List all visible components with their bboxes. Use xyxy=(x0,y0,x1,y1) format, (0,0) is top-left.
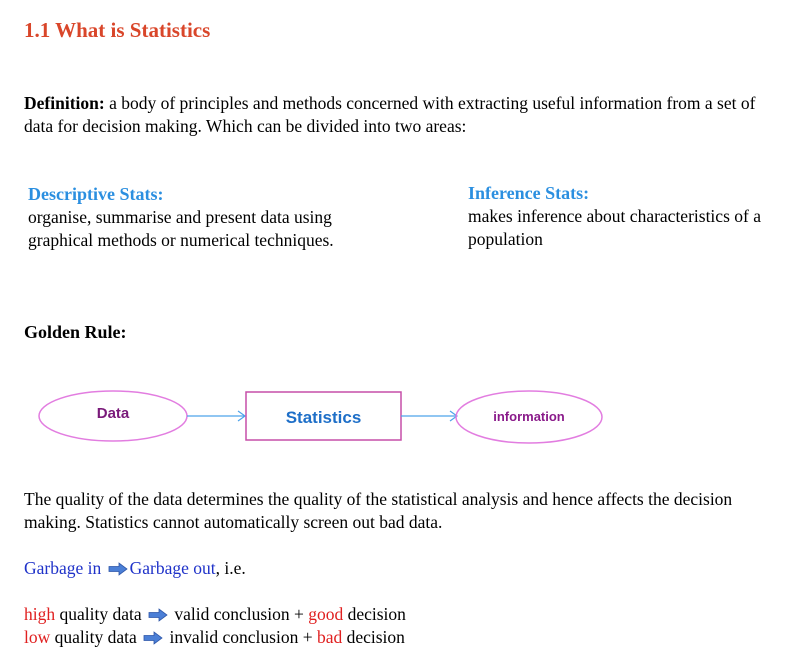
rule-high-tail: decision xyxy=(343,604,406,624)
right-arrow-icon xyxy=(148,608,168,622)
definition-text: a body of principles and methods concerned with extracting useful information from a set of data for decision making. Which can be divided into two areas: xyxy=(24,93,756,136)
rule-low-outcome: bad xyxy=(316,627,343,647)
rule-low-conclusion: invalid conclusion + xyxy=(169,627,317,647)
flow-diagram xyxy=(0,380,793,460)
quality-paragraph: The quality of the data determines the quality of the statistical analysis and hence affects the decision making. Statistics cannot automatically screen out bad data. xyxy=(24,489,733,532)
information-node-label: information xyxy=(493,409,565,424)
statistics-node-label: Statistics xyxy=(285,408,362,427)
right-arrow-icon xyxy=(108,562,128,576)
garbage-line xyxy=(24,557,246,580)
descriptive-heading: Descriptive Stats: xyxy=(28,184,164,204)
rule-high-keyword: high xyxy=(24,604,56,624)
right-arrow-icon xyxy=(143,631,163,645)
garbage-suffix: , i.e. xyxy=(215,558,246,578)
golden-rule-heading: Golden Rule: xyxy=(24,322,127,342)
descriptive-stats-block xyxy=(28,183,358,252)
page-title: 1.1 What is Statistics xyxy=(24,18,211,42)
rule-high-conclusion: valid conclusion + xyxy=(174,604,309,624)
rule-high-outcome: good xyxy=(308,604,344,624)
definition-label: Definition: xyxy=(24,93,105,113)
garbage-in-text: Garbage in xyxy=(24,558,102,578)
rule-low-tail: decision xyxy=(342,627,405,647)
inference-heading: Inference Stats: xyxy=(468,183,590,203)
rule-low xyxy=(24,626,405,649)
definition-paragraph xyxy=(24,92,774,138)
inference-text: makes inference about characteristics of a population xyxy=(468,206,761,249)
inference-stats-block xyxy=(468,182,783,251)
rule-high-subject: quality data xyxy=(55,604,142,624)
rule-low-keyword: low xyxy=(24,627,51,647)
data-node-label: Data xyxy=(96,405,130,422)
rule-high xyxy=(24,603,406,626)
descriptive-text: organise, summarise and present data using graphical methods or numerical techniques. xyxy=(28,207,334,250)
rule-low-subject: quality data xyxy=(50,627,142,647)
garbage-out-text: Garbage out xyxy=(129,558,216,578)
